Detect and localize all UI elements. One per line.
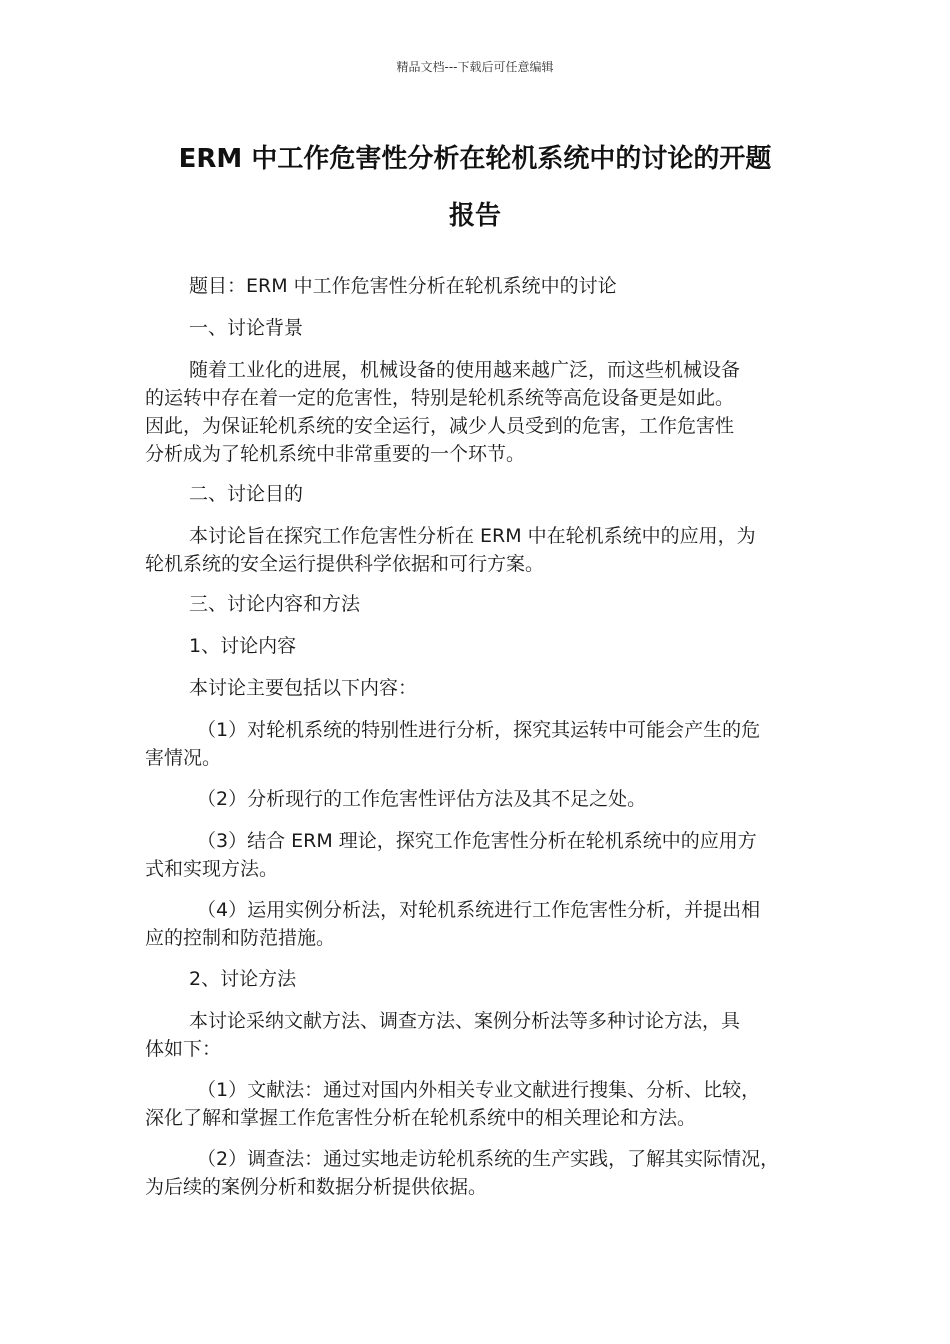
subheading-method: [145, 965, 810, 993]
heading-text: 一、讨论背景: [189, 317, 304, 339]
paragraph-line: 随着工业化的进展，机械设备的使用越来越广泛，而这些机械设备: [189, 359, 741, 381]
document-title-line-2: 报告: [448, 201, 501, 231]
content-item-1: [145, 716, 810, 772]
paragraph-line: 分析成为了轮机系统中非常重要的一个环节。: [145, 443, 526, 465]
topic-text: 题目：ERM 中工作危害性分析在轮机系统中的讨论: [189, 275, 617, 297]
paragraph-line: 本讨论采纳文献方法、调查方法、案例分析法等多种讨论方法，具: [189, 1010, 741, 1032]
method-intro: [145, 1007, 810, 1063]
paragraph-line: （1）对轮机系统的特别性进行分析，探究其运转中可能会产生的危: [197, 719, 761, 741]
content-item-4: [145, 896, 810, 952]
paragraph-line: 本讨论主要包括以下内容：: [189, 677, 418, 699]
paragraph-line: （4）运用实例分析法，对轮机系统进行工作危害性分析，并提出相: [197, 899, 761, 921]
section-heading-content-method: [145, 590, 810, 618]
paragraph-line: 深化了解和掌握工作危害性分析在轮机系统中的相关理论和方法。: [145, 1107, 697, 1129]
paragraph-line: 应的控制和防范措施。: [145, 927, 336, 949]
document-title-line-1: ERM 中工作危害性分析在轮机系统中的讨论的开题: [178, 144, 772, 174]
paragraph-line: （2）分析现行的工作危害性评估方法及其不足之处。: [197, 788, 647, 810]
content-item-2: [145, 785, 810, 813]
paragraph-line: 的运转中存在着一定的危害性，特别是轮机系统等高危设备更是如此。: [145, 387, 735, 409]
method-item-2: [145, 1145, 810, 1201]
paragraph-line: （1）文献法：通过对国内外相关专业文献进行搜集、分析、比较，: [197, 1079, 761, 1101]
content-intro: [145, 674, 810, 702]
paragraph-line: 因此，为保证轮机系统的安全运行，减少人员受到的危害，工作危害性: [145, 415, 735, 437]
paragraph-line: （2）调查法：通过实地走访轮机系统的生产实践，了解其实际情况，: [197, 1148, 780, 1170]
heading-text: 三、讨论内容和方法: [189, 593, 361, 615]
header-note: 精品文档---下载后可任意编辑: [396, 60, 554, 74]
section-heading-purpose: [145, 480, 810, 508]
subheading-text: 2、讨论方法: [189, 968, 297, 990]
subheading-content: [145, 632, 810, 660]
paragraph-line: 本讨论旨在探究工作危害性分析在 ERM 中在轮机系统中的应用，为: [189, 525, 756, 547]
heading-text: 二、讨论目的: [189, 483, 304, 505]
paragraph-line: 为后续的案例分析和数据分析提供依据。: [145, 1176, 488, 1198]
paragraph-line: 害情况。: [145, 747, 222, 769]
subheading-text: 1、讨论内容: [189, 635, 297, 657]
paragraph-line: 式和实现方法。: [145, 858, 279, 880]
background-paragraph: [145, 356, 810, 468]
purpose-paragraph: [145, 522, 810, 578]
content-item-3: [145, 827, 810, 883]
topic-line: [145, 272, 810, 300]
section-heading-background: [145, 314, 810, 342]
paragraph-line: 体如下：: [145, 1038, 222, 1060]
paragraph-line: 轮机系统的安全运行提供科学依据和可行方案。: [145, 553, 545, 575]
method-item-1: [145, 1076, 810, 1132]
paragraph-line: （3）结合 ERM 理论，探究工作危害性分析在轮机系统中的应用方: [197, 830, 757, 852]
